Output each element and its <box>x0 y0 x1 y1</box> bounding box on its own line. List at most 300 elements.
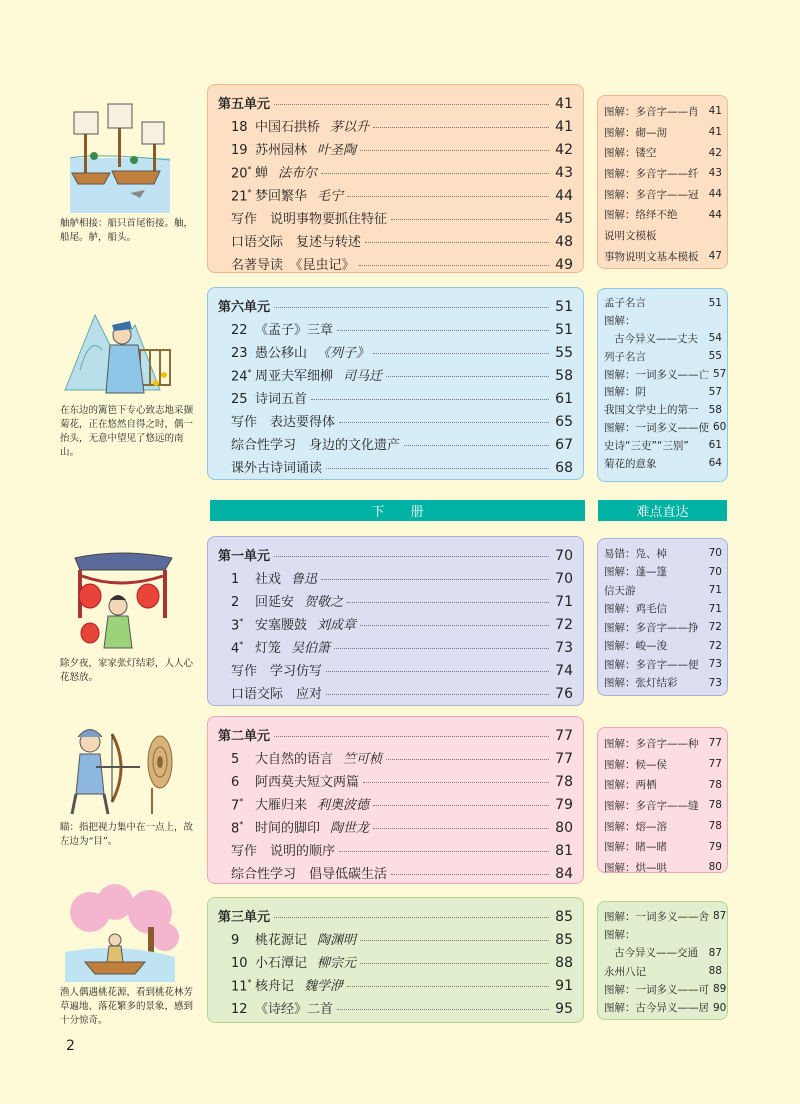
toc-stext: 我国文学史上的第一 <box>604 404 699 417</box>
toc-stext: 信天游 <box>604 584 636 597</box>
toc-dots <box>386 376 549 377</box>
toc-num: 12 <box>231 1002 248 1017</box>
toc-num: 11* <box>231 977 252 994</box>
toc-stext: 图解：一词多义——使 <box>604 421 709 434</box>
toc-stext: 永州八记 <box>604 965 646 978</box>
toc-stext: 图解：多音字——缝 <box>604 799 699 812</box>
toc-spage: 77 <box>708 737 722 750</box>
toc-spage: 78 <box>708 778 722 791</box>
toc-stext: 说明文模板 <box>604 229 657 242</box>
toc-entry[interactable] <box>218 208 573 231</box>
toc-num: 3* <box>231 616 244 633</box>
caption-peach-blossom: 渔人偶遇桃花源，看到桃花林芳草遍地、落花繁多的景象，感到十分惊奇。 <box>60 987 194 1026</box>
toc-num: 20* <box>231 164 252 181</box>
toc-spage: 73 <box>708 658 722 671</box>
toc-spage: 60 <box>713 421 727 434</box>
toc-title: 梦回繁华 <box>255 189 308 204</box>
toc-dots <box>373 127 549 128</box>
side-note[interactable] <box>604 312 722 330</box>
toc-spage: 89 <box>713 983 727 996</box>
toc-stext: 图解：一词多义——可 <box>604 983 709 996</box>
toc-text: 8 <box>231 821 240 836</box>
toc-stext: 图解：古今异义——居 <box>604 1002 709 1015</box>
toc-stext: 菊花的意象 <box>604 457 657 470</box>
toc-spage: 90 <box>713 1001 727 1014</box>
side-note[interactable] <box>604 436 722 454</box>
toc-title: 社戏 <box>255 572 282 587</box>
toc-spage: 42 <box>708 146 722 159</box>
toc-page: 78 <box>555 774 573 790</box>
toc-dots <box>326 694 549 695</box>
toc-num: 21* <box>231 187 252 204</box>
toc-stext: 图解：多音字——冠 <box>604 188 699 201</box>
illustration-archer <box>60 722 200 849</box>
toc-spage: 55 <box>708 350 722 363</box>
toc-title: 苏州园林 <box>255 143 308 158</box>
side-note[interactable] <box>604 857 722 878</box>
toc-dots <box>339 422 549 423</box>
toc-entry[interactable] <box>218 660 573 683</box>
toc-unit-5 <box>207 84 584 273</box>
caption-chrysanthemum: 在东边的篱笆下专心致志地采撷菊花，正在悠然自得之时，偶一抬头，无意中望见了悠远的南山。 <box>60 405 194 458</box>
toc-title: 《孟子》三章 <box>255 323 334 338</box>
toc-num: 8* <box>231 819 244 836</box>
toc-stext: 图解：烘—哄 <box>604 861 667 874</box>
toc-dots <box>373 828 549 829</box>
toc-stext: 图解：多音字——纤 <box>604 167 699 180</box>
toc-author: 柳宗元 <box>317 956 357 971</box>
toc-page: 67 <box>555 437 573 453</box>
toc-author: 鲁迅 <box>291 572 318 587</box>
toc-title: 小石潭记 <box>255 956 308 971</box>
toc-text: 3 <box>231 618 240 633</box>
toc-entry[interactable] <box>218 231 573 254</box>
side-notes-vol2-unit-2 <box>597 727 728 873</box>
toc-page: 81 <box>555 843 573 859</box>
toc-title: 第五单元 <box>218 97 271 112</box>
toc-page: 49 <box>555 257 573 273</box>
boats-illustration-image <box>60 98 175 213</box>
toc-entry[interactable] <box>218 614 573 637</box>
lanterns-illustration-image <box>60 548 180 653</box>
side-note[interactable] <box>604 294 722 312</box>
toc-page: 88 <box>555 955 573 971</box>
toc-entry[interactable] <box>218 139 573 162</box>
toc-num: 10 <box>231 956 248 971</box>
toc-text: 20 <box>231 166 248 181</box>
toc-title: 综合性学习 倡导低碳生活 <box>231 867 388 882</box>
toc-stext: 古今异义——丈夫 <box>614 332 698 345</box>
side-note[interactable] <box>604 581 722 600</box>
caption-archer: 瞄：指把视力集中在一点上，故左边为“目”。 <box>60 822 194 847</box>
caption-boats: 舳舻相接：船只首尾衔接。舳，船尾。舻，船头。 <box>60 218 194 243</box>
side-note[interactable] <box>604 655 722 674</box>
toc-title: 第六单元 <box>218 300 271 315</box>
toc-spage: 88 <box>708 965 722 978</box>
side-note[interactable] <box>604 925 722 943</box>
toc-dots <box>334 648 549 649</box>
toc-num: 25 <box>231 392 248 407</box>
toc-page: 65 <box>555 414 573 430</box>
toc-page: 68 <box>555 460 573 476</box>
toc-title: 阿西莫夫短文两篇 <box>255 775 360 790</box>
toc-title: 核舟记 <box>255 979 295 994</box>
toc-title: 灯笼 <box>255 641 282 656</box>
side-note[interactable] <box>604 122 722 143</box>
toc-spage: 43 <box>708 167 722 180</box>
toc-dots <box>359 265 549 266</box>
toc-page: 51 <box>555 322 573 338</box>
toc-spage: 44 <box>708 208 722 221</box>
toc-dots <box>311 399 549 400</box>
toc-author: 陶渊明 <box>317 933 357 948</box>
side-note[interactable] <box>604 401 722 419</box>
toc-page: 71 <box>555 594 573 610</box>
toc-dots <box>274 307 549 308</box>
toc-author: 茅以升 <box>330 120 370 135</box>
toc-stext: 图解：阴 <box>604 386 646 399</box>
toc-text: 21 <box>231 189 248 204</box>
illustration-boats <box>60 98 200 245</box>
toc-dots <box>321 173 549 174</box>
toc-num: 22 <box>231 323 248 338</box>
side-note[interactable] <box>604 774 722 795</box>
toc-spage: 58 <box>708 403 722 416</box>
toc-page: 85 <box>555 909 573 925</box>
toc-entry[interactable] <box>218 817 573 840</box>
toc-entry[interactable] <box>218 388 573 411</box>
side-note[interactable] <box>604 795 722 816</box>
toc-spage: 78 <box>708 799 722 812</box>
side-note[interactable] <box>604 944 722 962</box>
toc-unit-heading[interactable] <box>218 296 573 319</box>
toc-entry[interactable] <box>218 411 573 434</box>
toc-dots <box>363 782 549 783</box>
toc-spage: 51 <box>708 296 722 309</box>
toc-spage: 54 <box>708 332 722 345</box>
toc-entry[interactable] <box>218 568 573 591</box>
toc-stext: 图解：两栖 <box>604 779 657 792</box>
toc-page: 44 <box>555 188 573 204</box>
toc-title: 写作 说明的顺序 <box>231 844 336 859</box>
toc-title: 综合性学习 身边的文化遗产 <box>231 438 401 453</box>
toc-stext: 图解：多音字——挣 <box>604 621 699 634</box>
side-notes-vol2-unit-1 <box>597 538 728 696</box>
toc-num: 5 <box>231 752 240 767</box>
toc-page: 42 <box>555 142 573 158</box>
toc-text: 7 <box>231 798 240 813</box>
toc-title: 《诗经》二首 <box>255 1002 334 1017</box>
toc-dots <box>360 940 549 941</box>
side-note[interactable] <box>604 163 722 184</box>
toc-dots <box>373 805 549 806</box>
toc-author: 吴伯箫 <box>291 641 331 656</box>
toc-unit-6 <box>207 287 584 480</box>
toc-stext: 古今异义——交通 <box>614 947 698 960</box>
side-note[interactable] <box>604 544 722 563</box>
toc-page: 51 <box>555 299 573 315</box>
toc-unit-heading[interactable] <box>218 545 573 568</box>
toc-page: 58 <box>555 368 573 384</box>
side-note[interactable] <box>604 962 722 980</box>
peach-blossom-illustration-image <box>60 882 180 982</box>
toc-page: 80 <box>555 820 573 836</box>
toc-text: 4 <box>231 641 240 656</box>
toc-page: 41 <box>555 119 573 135</box>
toc-title: 第一单元 <box>218 549 271 564</box>
toc-num: 7* <box>231 796 244 813</box>
toc-entry[interactable] <box>218 185 573 208</box>
toc-num: 4* <box>231 639 244 656</box>
side-note[interactable] <box>604 330 722 348</box>
side-note[interactable] <box>604 142 722 163</box>
toc-stext: 图解：一词多义——舍 <box>604 910 709 923</box>
toc-num: 6 <box>231 775 240 790</box>
toc-author: 毛宁 <box>317 189 344 204</box>
toc-stext: 图解：候—侯 <box>604 758 667 771</box>
toc-title: 中国石拱桥 <box>255 120 321 135</box>
side-note[interactable] <box>604 600 722 619</box>
toc-stext: 图解：砌—沏 <box>604 126 667 139</box>
toc-dots <box>337 1009 549 1010</box>
toc-author: 魏学洢 <box>304 979 344 994</box>
toc-unit-heading[interactable] <box>218 93 573 116</box>
toc-dots <box>274 917 549 918</box>
toc-page: 95 <box>555 1001 573 1017</box>
toc-entry[interactable] <box>218 863 573 886</box>
toc-title: 写作 表达要得体 <box>231 415 336 430</box>
toc-entry[interactable] <box>218 748 573 771</box>
toc-page: 70 <box>555 571 573 587</box>
toc-stext: 图解：熔—溶 <box>604 820 667 833</box>
toc-entry[interactable] <box>218 952 573 975</box>
side-note[interactable] <box>604 618 722 637</box>
side-note[interactable] <box>604 816 722 837</box>
toc-stext: 易错：凫、棹 <box>604 547 667 560</box>
toc-page: 85 <box>555 932 573 948</box>
toc-page: 70 <box>555 548 573 564</box>
toc-title: 第二单元 <box>218 729 271 744</box>
toc-stext: 图解：蓬—篷 <box>604 566 667 579</box>
toc-dots <box>360 150 549 151</box>
toc-vol2-unit-3 <box>207 897 584 1023</box>
toc-author: 陶世龙 <box>330 821 370 836</box>
toc-page: 73 <box>555 640 573 656</box>
toc-spage: 71 <box>708 584 722 597</box>
toc-author: 法布尔 <box>278 166 318 181</box>
toc-entry[interactable] <box>218 998 573 1021</box>
toc-dots <box>386 759 549 760</box>
toc-entry[interactable] <box>218 840 573 863</box>
side-note[interactable] <box>604 365 727 383</box>
toc-title: 回延安 <box>255 595 295 610</box>
toc-dots <box>274 556 549 557</box>
toc-stext: 图解：峻—浚 <box>604 640 667 653</box>
toc-page: 91 <box>555 978 573 994</box>
toc-page: 41 <box>555 96 573 112</box>
toc-title: 写作 学习仿写 <box>231 664 323 679</box>
section-header-nandian: 难点直达 <box>598 500 727 521</box>
toc-entry[interactable] <box>218 365 573 388</box>
side-note[interactable] <box>604 225 722 246</box>
toc-dots <box>326 468 549 469</box>
toc-title: 安塞腰鼓 <box>255 618 308 633</box>
side-note[interactable] <box>604 419 727 437</box>
toc-dots <box>347 986 549 987</box>
toc-entry[interactable] <box>218 591 573 614</box>
toc-spage: 71 <box>708 602 722 615</box>
toc-title: 诗词五首 <box>255 392 308 407</box>
toc-stext: 图解：张灯结彩 <box>604 677 678 690</box>
toc-title: 时间的脚印 <box>255 821 321 836</box>
toc-stext: 图解：鸡毛信 <box>604 603 667 616</box>
toc-author: 刘成章 <box>317 618 357 633</box>
side-note[interactable] <box>604 563 722 582</box>
toc-title: 名著导读 《昆虫记》 <box>231 258 355 273</box>
section-header-xia-ce: 下 册 <box>210 500 585 521</box>
toc-page: 84 <box>555 866 573 882</box>
toc-entry[interactable] <box>218 975 573 998</box>
toc-entry[interactable] <box>218 457 573 480</box>
side-note[interactable] <box>604 204 722 225</box>
side-note[interactable] <box>604 637 722 656</box>
toc-stext: 图解：睹—睹 <box>604 841 667 854</box>
toc-entry[interactable] <box>218 771 573 794</box>
illustration-peach-blossom <box>60 882 200 1028</box>
toc-page: 55 <box>555 345 573 361</box>
side-note[interactable] <box>604 246 722 267</box>
toc-num: 1 <box>231 572 240 587</box>
side-notes-vol2-unit-3 <box>597 901 728 1020</box>
side-note[interactable] <box>604 836 722 857</box>
toc-stext: 图解：多音字——便 <box>604 658 699 671</box>
toc-stext: 史诗“三吏”“三别” <box>604 439 689 452</box>
toc-page: 61 <box>555 391 573 407</box>
toc-num: 19 <box>231 143 248 158</box>
toc-spage: 79 <box>708 840 722 853</box>
toc-dots <box>274 736 549 737</box>
toc-title: 写作 说明事物要抓住特征 <box>231 212 388 227</box>
toc-entry[interactable] <box>218 116 573 139</box>
toc-dots <box>326 671 549 672</box>
toc-stext: 事物说明文基本模板 <box>604 250 699 263</box>
toc-author: 竺可桢 <box>343 752 383 767</box>
toc-dots <box>404 445 549 446</box>
toc-entry[interactable] <box>218 794 573 817</box>
toc-spage: 72 <box>708 621 722 634</box>
toc-dots <box>337 330 549 331</box>
toc-dots <box>391 219 549 220</box>
caption-lanterns: 除夕夜，家家张灯结彩，人人心花怒放。 <box>60 658 194 683</box>
toc-spage: 47 <box>708 250 722 263</box>
toc-title: 课外古诗词诵读 <box>231 461 323 476</box>
toc-author: 贺敬之 <box>304 595 344 610</box>
side-note[interactable] <box>604 754 722 775</box>
toc-entry[interactable] <box>218 434 573 457</box>
page-number: 2 <box>66 1038 75 1054</box>
chrysanthemum-illustration-image <box>60 295 175 400</box>
toc-title: 周亚夫军细柳 <box>255 369 334 384</box>
toc-page: 79 <box>555 797 573 813</box>
toc-spage: 87 <box>713 910 727 923</box>
toc-stext: 图解： <box>604 928 636 941</box>
toc-title: 蝉 <box>255 166 269 181</box>
toc-entry[interactable] <box>218 929 573 952</box>
toc-page: 76 <box>555 686 573 702</box>
toc-entry[interactable] <box>218 683 573 706</box>
side-note[interactable] <box>604 347 722 365</box>
toc-spage: 77 <box>708 758 722 771</box>
toc-stext: 图解：多音字——种 <box>604 737 699 750</box>
toc-spage: 41 <box>708 126 722 139</box>
side-note[interactable] <box>604 101 722 122</box>
toc-num: 24* <box>231 367 252 384</box>
toc-stext: 图解：多音字——肖 <box>604 105 699 118</box>
toc-title: 桃花源记 <box>255 933 308 948</box>
toc-title: 愚公移山 <box>255 346 308 361</box>
toc-text: 11 <box>231 979 248 994</box>
toc-num: 23 <box>231 346 248 361</box>
toc-unit-heading[interactable] <box>218 906 573 929</box>
toc-spage: 73 <box>708 676 722 689</box>
toc-text: 24 <box>231 369 248 384</box>
side-note[interactable] <box>604 998 727 1016</box>
toc-page: 45 <box>555 211 573 227</box>
toc-page: 72 <box>555 617 573 633</box>
side-note[interactable] <box>604 674 722 693</box>
toc-spage: 57 <box>708 385 722 398</box>
toc-title: 大雁归来 <box>255 798 308 813</box>
toc-spage: 44 <box>708 188 722 201</box>
toc-entry[interactable] <box>218 162 573 185</box>
toc-spage: 61 <box>708 439 722 452</box>
side-note[interactable] <box>604 980 727 998</box>
toc-dots <box>360 625 549 626</box>
illustration-chrysanthemum <box>60 295 200 460</box>
side-note[interactable] <box>604 907 727 925</box>
toc-stext: 图解：络绎不绝 <box>604 209 678 222</box>
toc-title: 第三单元 <box>218 910 271 925</box>
toc-dots <box>347 602 549 603</box>
toc-spage: 78 <box>708 820 722 833</box>
side-notes-unit-5 <box>597 95 728 269</box>
toc-author: 司马迁 <box>343 369 383 384</box>
toc-entry[interactable] <box>218 637 573 660</box>
illustration-lanterns <box>60 548 200 685</box>
toc-dots <box>360 963 549 964</box>
toc-entry[interactable] <box>218 342 573 365</box>
toc-title: 大自然的语言 <box>255 752 334 767</box>
toc-page: 77 <box>555 728 573 744</box>
side-note[interactable] <box>604 383 722 401</box>
toc-dots <box>321 579 549 580</box>
toc-stext: 孟子名言 <box>604 297 646 310</box>
side-note[interactable] <box>604 733 722 754</box>
toc-vol2-unit-1 <box>207 536 584 706</box>
toc-page: 74 <box>555 663 573 679</box>
side-note[interactable] <box>604 184 722 205</box>
toc-spage: 80 <box>708 861 722 874</box>
side-note[interactable] <box>604 454 722 472</box>
toc-dots <box>339 851 549 852</box>
toc-spage: 41 <box>708 105 722 118</box>
toc-unit-heading[interactable] <box>218 725 573 748</box>
toc-entry[interactable] <box>218 319 573 342</box>
toc-author: 叶圣陶 <box>317 143 357 158</box>
toc-spage: 72 <box>708 639 722 652</box>
toc-entry[interactable] <box>218 254 573 277</box>
toc-stext: 列子名言 <box>604 350 646 363</box>
